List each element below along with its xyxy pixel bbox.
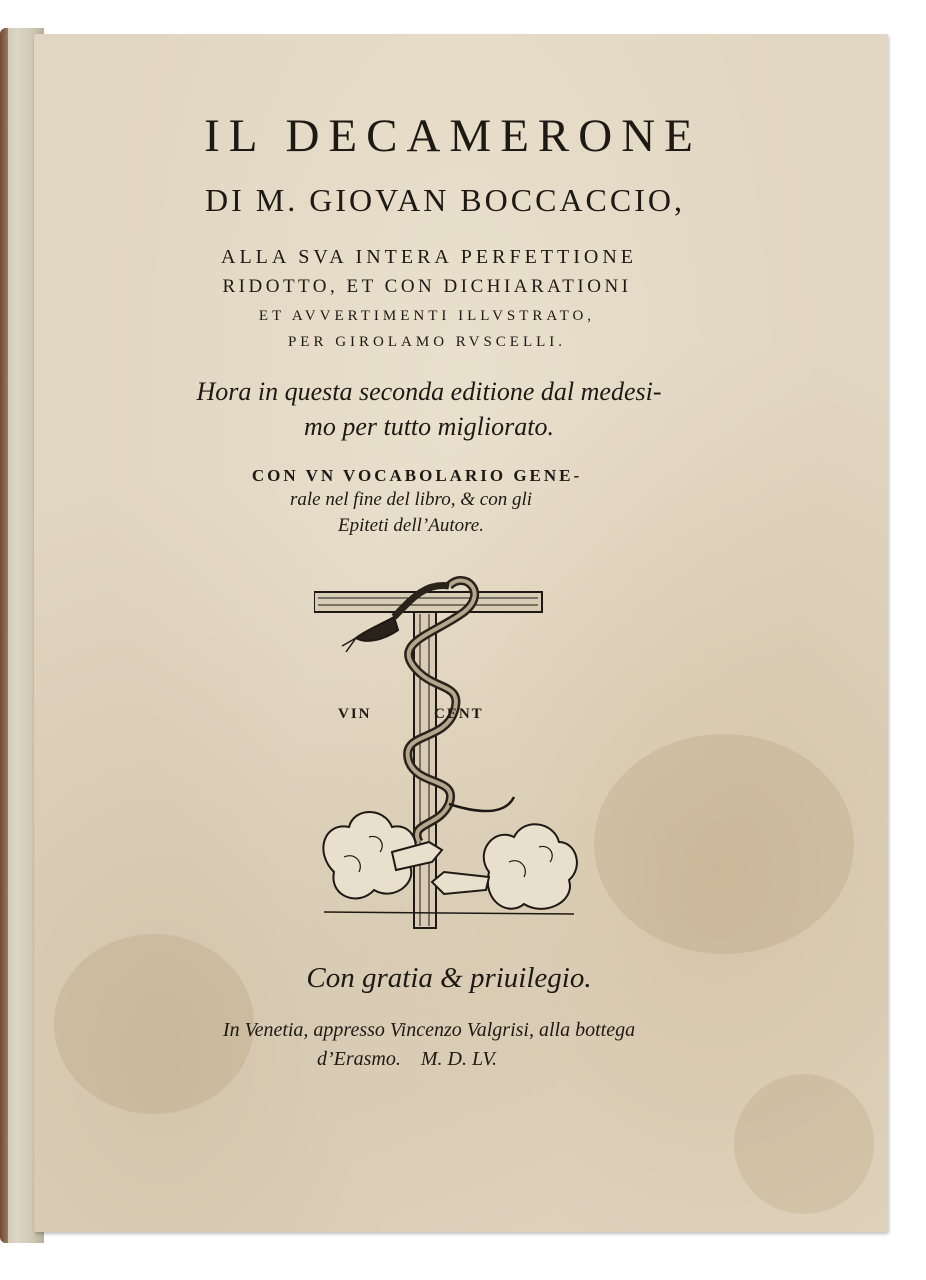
edition-line: mo per tutto migliorato. bbox=[304, 412, 554, 441]
book-title: IL DECAMERONE bbox=[204, 110, 702, 162]
privilege-line: Con gratia & priuilegio. bbox=[306, 962, 592, 994]
imprint-line: In Venetia, appresso Vincenzo Valgrisi, alla bottega bbox=[222, 1019, 636, 1041]
subtitle-line: ET AVVERTIMENTI ILLVSTRATO, bbox=[258, 308, 596, 324]
vocabulary-line: rale nel fine del libro, & con gli bbox=[289, 489, 533, 510]
foxing-stain bbox=[594, 734, 854, 954]
imprint-date-line: d’Erasmo. M. D. LV. bbox=[316, 1048, 497, 1070]
subtitle-line: ALLA SVA INTERA PERFETTIONE bbox=[221, 246, 637, 268]
author-line: DI M. GIOVAN BOCCACCIO, bbox=[205, 182, 685, 218]
vocabulary-line: CON VN VOCABOLARIO GENE- bbox=[251, 466, 583, 485]
vocabulary-line: Epiteti dell’Autore. bbox=[338, 515, 484, 536]
device-motto-left: VIN bbox=[338, 706, 372, 722]
device-motto-right: CENT bbox=[434, 706, 484, 722]
editor-line: PER GIROLAMO RVSCELLI. bbox=[287, 334, 567, 350]
foxing-stain bbox=[734, 1074, 874, 1214]
subtitle-line: RIDOTTO, ET CON DICHIARATIONI bbox=[222, 276, 632, 297]
edition-line: Hora in questa seconda editione dal medesi- bbox=[196, 377, 662, 406]
printers-device-woodcut bbox=[314, 572, 584, 932]
title-page bbox=[34, 34, 888, 1232]
